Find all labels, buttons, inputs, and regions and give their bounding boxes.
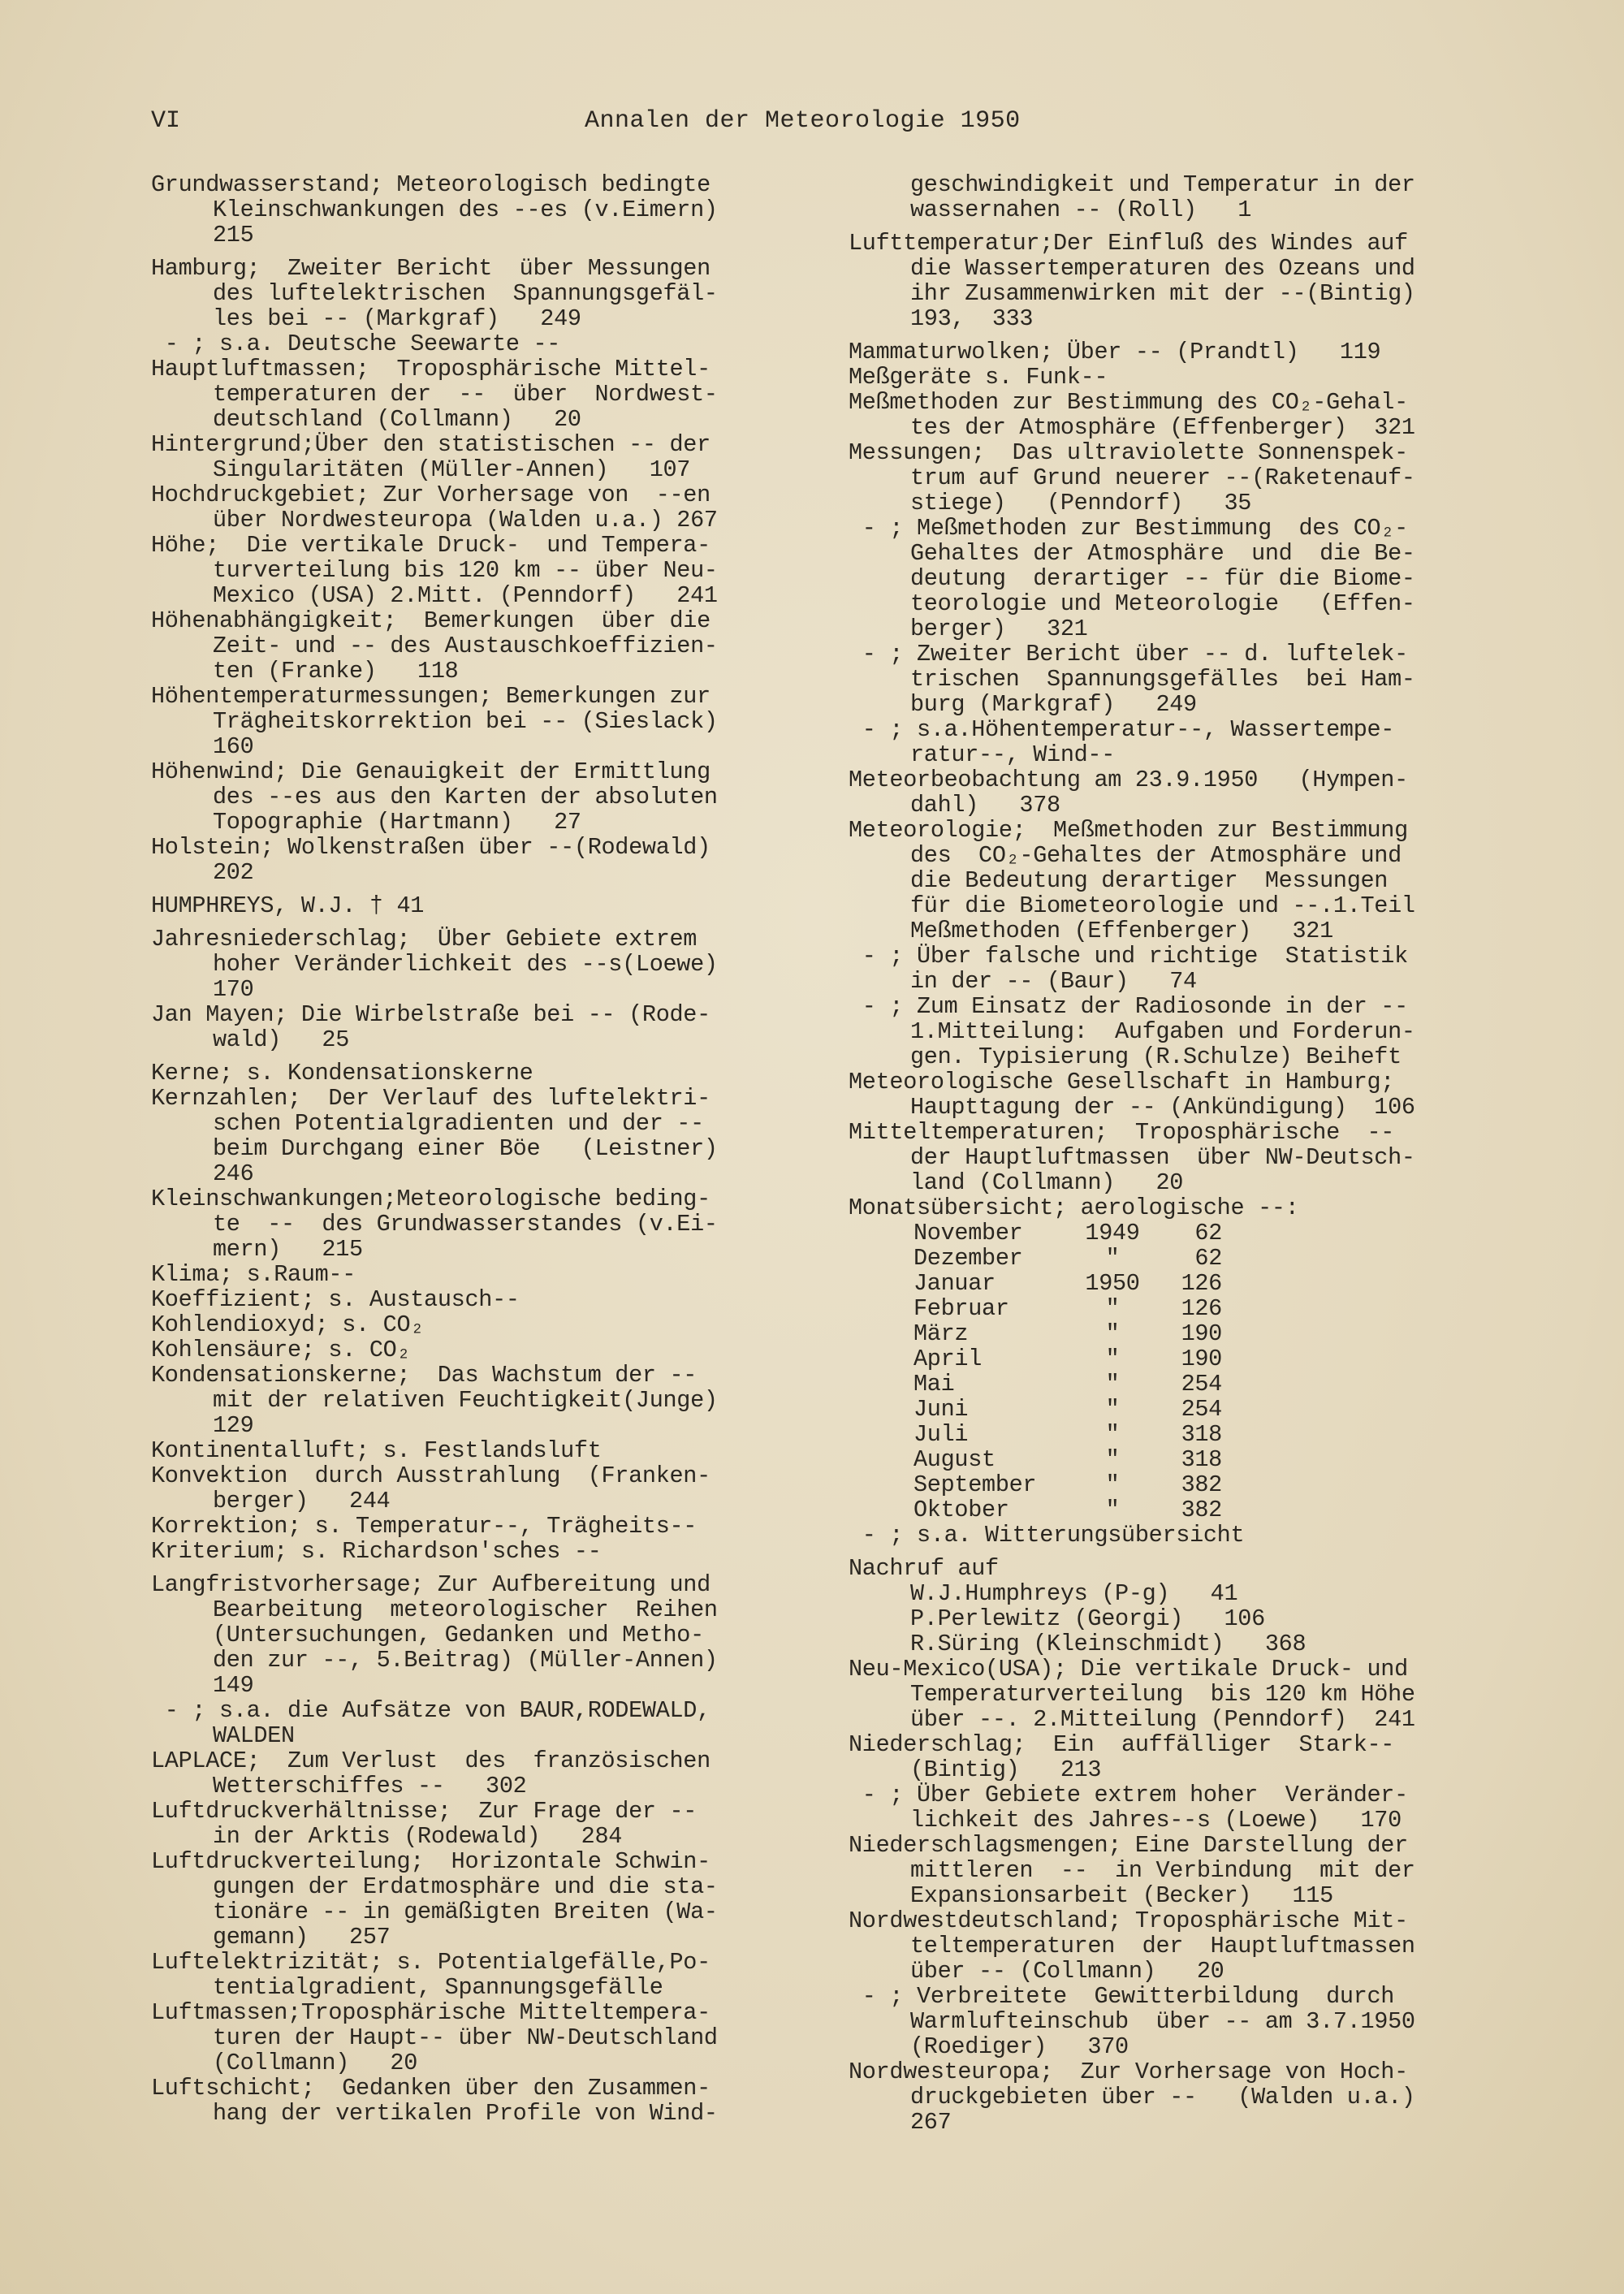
- entry-continuation-line: des --es aus den Karten der absoluten: [213, 784, 718, 810]
- page-cell: 190: [1181, 1320, 1222, 1347]
- entry-heading-line: Korrektion; s. Temperatur--, Trägheits--: [151, 1513, 698, 1540]
- table-row: [849, 1422, 1498, 1447]
- entry-continuation-line: in der Arktis (Rodewald) 284: [213, 1823, 623, 1850]
- page-header: [0, 107, 1624, 143]
- page-cell: 254: [1181, 1371, 1222, 1398]
- entry-heading-line: LAPLACE; Zum Verlust des französischen: [151, 1748, 710, 1774]
- index-entry: [849, 172, 1498, 222]
- year-cell: ": [1105, 1421, 1120, 1448]
- index-entry: [151, 1061, 793, 1086]
- entry-continuation-line: te -- des Grundwasserstandes (v.Ei-: [213, 1211, 718, 1238]
- entry-heading-line: Kondensationskerne; Das Wachstum der --: [151, 1362, 698, 1389]
- index-entry: [151, 1086, 793, 1186]
- entry-heading-line: Höhe; Die vertikale Druck- und Tempera-: [151, 532, 710, 559]
- page-cell: 254: [1181, 1396, 1222, 1423]
- entry-continuation-line: wald) 25: [213, 1026, 350, 1053]
- year-cell: ": [1105, 1396, 1120, 1423]
- entry-heading-line: geschwindigkeit und Temperatur in der: [910, 171, 1415, 198]
- page-number: VI: [151, 107, 181, 135]
- entry-heading-line: - ; Zweiter Bericht über -- d. luftelek-: [849, 641, 1408, 667]
- entry-heading-line: Meteorbeobachtung am 23.9.1950 (Hympen-: [849, 767, 1408, 793]
- entry-continuation-line: (Untersuchungen, Gedanken und Metho-: [213, 1622, 704, 1648]
- entry-heading-line: Koeffizient; s. Austausch--: [151, 1286, 520, 1313]
- index-entry: [151, 331, 793, 356]
- entry-continuation-line: turverteilung bis 120 km -- über Neu-: [213, 557, 718, 584]
- page-cell: 62: [1194, 1245, 1222, 1272]
- entry-heading-line: Hamburg; Zweiter Bericht über Messungen: [151, 255, 710, 282]
- entry-heading-line: HUMPHREYS, W.J. † 41: [151, 892, 425, 919]
- entry-heading-line: Luftelektrizität; s. Potentialgefälle,Po-: [151, 1949, 710, 1976]
- index-entry: [849, 440, 1498, 516]
- index-entry: [849, 1523, 1498, 1548]
- index-entry: [151, 1849, 793, 1950]
- entry-continuation-line: 215: [213, 222, 254, 248]
- index-entry: [849, 767, 1498, 818]
- entry-continuation-line: druckgebieten über -- (Walden u.a.): [910, 2084, 1415, 2110]
- entry-heading-line: Monatsübersicht; aerologische --:: [849, 1195, 1299, 1221]
- entry-continuation-line: 170: [213, 976, 254, 1003]
- entry-heading-line: Meteorologie; Meßmethoden zur Bestimmung: [849, 817, 1408, 844]
- entry-heading-line: Grundwasserstand; Meteorologisch bedingte: [151, 171, 710, 198]
- entry-heading-line: W.J.Humphreys (P-g) 41: [910, 1580, 1238, 1607]
- entry-continuation-line: 149: [213, 1672, 254, 1699]
- entry-continuation-line: für die Biometeorologie und --.1.Teil: [910, 892, 1415, 919]
- entry-heading-line: Klima; s.Raum--: [151, 1261, 356, 1288]
- index-entry: [151, 1748, 793, 1799]
- page-cell: 318: [1181, 1446, 1222, 1473]
- entry-heading-line: Niederschlagsmengen; Eine Darstellung der: [849, 1832, 1408, 1859]
- entry-continuation-line: 267: [910, 2109, 952, 2136]
- entry-continuation-line: wassernahen -- (Roll) 1: [910, 197, 1252, 223]
- month-cell: Juni: [914, 1396, 969, 1423]
- entry-continuation-line: die Wassertemperaturen des Ozeans und: [910, 255, 1415, 282]
- entry-continuation-line: berger) 244: [213, 1488, 391, 1514]
- entry-heading-line: Nordwestdeutschland; Troposphärische Mit-: [849, 1907, 1408, 1934]
- entry-continuation-line: (Bintig) 213: [910, 1756, 1102, 1783]
- index-entry: [151, 1363, 793, 1438]
- entry-continuation-line: deutung derartiger -- für die Biome-: [910, 565, 1415, 592]
- entry-continuation-line: burg (Markgraf) 249: [910, 691, 1197, 718]
- entry-heading-line: Nachruf auf: [849, 1555, 999, 1582]
- entry-continuation-line: 193, 333: [910, 305, 1034, 332]
- entry-continuation-line: deutschland (Collmann) 20: [213, 406, 581, 433]
- entry-heading-line: Luftdruckverhältnisse; Zur Frage der --: [151, 1798, 698, 1825]
- month-cell: April: [914, 1346, 983, 1372]
- index-entry: [151, 1262, 793, 1287]
- index-entry: [849, 717, 1498, 767]
- page-cell: 382: [1181, 1497, 1222, 1523]
- index-entry: [151, 533, 793, 608]
- table-row: [849, 1271, 1498, 1296]
- entry-heading-line: Jahresniederschlag; Über Gebiete extrem: [151, 926, 698, 953]
- index-entry: [151, 356, 793, 432]
- month-cell: Juli: [914, 1421, 969, 1448]
- entry-heading-line: Meteorologische Gesellschaft in Hamburg;: [849, 1069, 1395, 1095]
- entry-continuation-line: Singularitäten (Müller-Annen) 107: [213, 456, 691, 483]
- entry-continuation-line: les bei -- (Markgraf) 249: [213, 305, 581, 332]
- entry-heading-line: - ; Verbreitete Gewitterbildung durch: [849, 1983, 1395, 2010]
- entry-heading-line: Höhenwind; Die Genauigkeit der Ermittlung: [151, 758, 710, 785]
- entry-heading-line: - ; Über Gebiete extrem hoher Veränder-: [849, 1782, 1408, 1808]
- index-entry: [849, 339, 1498, 365]
- entry-continuation-line: die Bedeutung derartiger Messungen: [910, 867, 1389, 894]
- entry-continuation-line: stiege) (Penndorf) 35: [910, 490, 1252, 516]
- entry-continuation-line: Wetterschiffes -- 302: [213, 1773, 527, 1799]
- index-entry: [151, 482, 793, 533]
- entry-continuation-line: 160: [213, 733, 254, 760]
- entry-continuation-line: dahl) 378: [910, 792, 1060, 819]
- entry-heading-line: Nordwesteuropa; Zur Vorhersage von Hoch-: [849, 2059, 1408, 2085]
- entry-continuation-line: ihr Zusammenwirken mit der --(Bintig): [910, 280, 1415, 307]
- page-cell: 126: [1181, 1270, 1222, 1297]
- year-cell: ": [1105, 1320, 1120, 1347]
- table-row: [849, 1296, 1498, 1321]
- month-cell: Januar: [914, 1270, 996, 1297]
- year-cell: ": [1105, 1245, 1120, 1272]
- entry-continuation-line: 202: [213, 859, 254, 886]
- entry-heading-line: Langfristvorhersage; Zur Aufbereitung und: [151, 1571, 710, 1598]
- entry-continuation-line: (Roediger) 370: [910, 2033, 1129, 2060]
- entry-heading-line: Kernzahlen; Der Verlauf des luftelektri-: [151, 1085, 710, 1112]
- month-cell: Oktober: [914, 1497, 1009, 1523]
- entry-continuation-line: (Collmann) 20: [213, 2050, 418, 2076]
- entry-continuation-line: den zur --, 5.Beitrag) (Müller-Annen): [213, 1647, 718, 1674]
- entry-continuation-line: des CO₂-Gehaltes der Atmosphäre und: [910, 842, 1402, 869]
- entry-continuation-line: R.Süring (Kleinschmidt) 368: [910, 1631, 1307, 1657]
- table-row: [849, 1397, 1498, 1422]
- entry-continuation-line: Haupttagung der -- (Ankündigung) 106: [910, 1094, 1415, 1121]
- entry-heading-line: Mitteltemperaturen; Troposphärische --: [849, 1119, 1395, 1146]
- entry-heading-line: - ; s.a. die Aufsätze von BAUR,RODEWALD,: [151, 1697, 710, 1724]
- entry-continuation-line: ten (Franke) 118: [213, 658, 459, 685]
- entry-heading-line: Luftmassen;Troposphärische Mitteltempera-: [151, 1999, 710, 2026]
- entry-continuation-line: Meßmethoden (Effenberger) 321: [910, 918, 1333, 944]
- entry-heading-line: Kriterium; s. Richardson'sches --: [151, 1538, 602, 1565]
- page-cell: 126: [1181, 1295, 1222, 1322]
- entry-continuation-line: P.Perlewitz (Georgi) 106: [910, 1605, 1265, 1632]
- year-cell: ": [1105, 1346, 1120, 1372]
- index-column-left: [151, 172, 793, 2126]
- entry-continuation-line: Topographie (Hartmann) 27: [213, 809, 581, 836]
- entry-continuation-line: Bearbeitung meteorologischer Reihen: [213, 1596, 718, 1623]
- entry-continuation-line: schen Potentialgradienten und der --: [213, 1110, 704, 1137]
- entry-continuation-line: land (Collmann) 20: [910, 1169, 1184, 1196]
- entry-continuation-line: gemann) 257: [213, 1924, 391, 1951]
- entry-continuation-line: mern) 215: [213, 1236, 363, 1263]
- index-entry: [849, 1984, 1498, 2059]
- entry-continuation-line: Temperaturverteilung bis 120 km Höhe: [910, 1681, 1415, 1708]
- entry-heading-line: - ; s.a. Deutsche Seewarte --: [151, 330, 561, 357]
- entry-continuation-line: teltemperaturen der Hauptluftmassen: [910, 1933, 1415, 1959]
- entry-continuation-line: über --. 2.Mitteilung (Penndorf) 241: [910, 1706, 1415, 1733]
- month-cell: November: [914, 1220, 1023, 1246]
- index-entry: [849, 1120, 1498, 1195]
- index-entry: [151, 684, 793, 759]
- entry-continuation-line: hoher Veränderlichkeit des --s(Loewe): [213, 951, 718, 978]
- entry-heading-line: Kleinschwankungen;Meteorologische beding-: [151, 1186, 710, 1212]
- entry-heading-line: Mammaturwolken; Über -- (Prandtl) 119: [849, 339, 1381, 365]
- entry-continuation-line: ratur--, Wind--: [910, 741, 1116, 768]
- table-row: [849, 1220, 1498, 1246]
- entry-heading-line: - ; s.a. Witterungsübersicht: [849, 1522, 1245, 1549]
- index-entry: [151, 2000, 793, 2076]
- entry-continuation-line: Trägheitskorrektion bei -- (Sieslack): [213, 708, 718, 735]
- index-entry: [151, 256, 793, 331]
- index-entry: [151, 1572, 793, 1698]
- year-cell: ": [1105, 1295, 1120, 1322]
- entry-heading-line: Jan Mayen; Die Wirbelstraße bei -- (Rode-: [151, 1001, 710, 1028]
- index-entry: [849, 944, 1498, 994]
- index-entry: [849, 818, 1498, 944]
- entry-continuation-line: temperaturen der -- über Nordwest-: [213, 381, 718, 408]
- entry-continuation-line: tes der Atmosphäre (Effenberger) 321: [910, 414, 1415, 441]
- entry-continuation-line: lichkeit des Jahres--s (Loewe) 170: [910, 1807, 1402, 1834]
- index-entry: [151, 759, 793, 835]
- entry-heading-line: Kohlendioxyd; s. CO₂: [151, 1311, 425, 1338]
- entry-continuation-line: tionäre -- in gemäßigten Breiten (Wa-: [213, 1899, 718, 1925]
- index-entry: [849, 1833, 1498, 1908]
- entry-heading-line: - ; Zum Einsatz der Radiosonde in der --: [849, 993, 1408, 1020]
- entry-continuation-line: Warmlufteinschub über -- am 3.7.1950: [910, 2008, 1415, 2035]
- entry-heading-line: - ; s.a.Höhentemperatur--, Wassertempe-: [849, 716, 1395, 743]
- table-row: [849, 1447, 1498, 1472]
- entry-continuation-line: hang der vertikalen Profile von Wind-: [213, 2100, 718, 2127]
- entry-heading-line: Luftschicht; Gedanken über den Zusammen-: [151, 2075, 710, 2102]
- page-cell: 318: [1181, 1421, 1222, 1448]
- index-entry: [849, 994, 1498, 1069]
- entry-continuation-line: über -- (Collmann) 20: [910, 1958, 1224, 1985]
- entry-heading-line: Hintergrund;Über den statistischen -- der: [151, 431, 710, 458]
- index-entry: [151, 927, 793, 1002]
- month-cell: Mai: [914, 1371, 955, 1398]
- index-entry: [151, 1186, 793, 1262]
- entry-continuation-line: des luftelektrischen Spannungsgefäl-: [213, 280, 718, 307]
- entry-continuation-line: Mexico (USA) 2.Mitt. (Penndorf) 241: [213, 582, 718, 609]
- year-cell: ": [1105, 1497, 1120, 1523]
- table-row: [849, 1346, 1498, 1372]
- table-row: [849, 1321, 1498, 1346]
- index-entry: [151, 1312, 793, 1337]
- entry-heading-line: Kontinentalluft; s. Festlandsluft: [151, 1437, 602, 1464]
- entry-heading-line: Holstein; Wolkenstraßen über --(Rodewald): [151, 834, 710, 861]
- index-entry: [849, 1581, 1498, 1657]
- year-cell: ": [1105, 1371, 1120, 1398]
- index-entry: [151, 1438, 793, 1463]
- index-entry: [151, 2076, 793, 2126]
- entry-heading-line: Luftdruckverteilung; Horizontale Schwin-: [151, 1848, 710, 1875]
- index-entry: [151, 835, 793, 885]
- entry-heading-line: Lufttemperatur;Der Einfluß des Windes auf: [849, 230, 1408, 257]
- entry-heading-line: - ; Über falsche und richtige Statistik: [849, 943, 1408, 970]
- index-entry: [151, 1337, 793, 1363]
- month-cell: Februar: [914, 1295, 1009, 1322]
- entry-continuation-line: Expansionsarbeit (Becker) 115: [910, 1882, 1333, 1909]
- index-entry: [849, 2059, 1498, 2135]
- entry-heading-line: Messungen; Das ultraviolette Sonnenspek-: [849, 439, 1408, 466]
- year-cell: 1950: [1085, 1270, 1140, 1297]
- entry-heading-line: Hauptluftmassen; Troposphärische Mittel-: [151, 356, 710, 382]
- index-entry: [151, 432, 793, 482]
- table-row: [849, 1246, 1498, 1271]
- month-cell: März: [914, 1320, 969, 1347]
- year-cell: 1949: [1085, 1220, 1140, 1246]
- year-cell: ": [1105, 1446, 1120, 1473]
- entry-heading-line: Kohlensäure; s. CO₂: [151, 1337, 411, 1363]
- index-entry: [151, 1799, 793, 1849]
- index-entry: [849, 231, 1498, 331]
- page-cell: 62: [1194, 1220, 1222, 1246]
- index-entry: [849, 365, 1498, 390]
- entry-heading-line: Kerne; s. Kondensationskerne: [151, 1060, 533, 1087]
- entry-continuation-line: der Hauptluftmassen über NW-Deutsch-: [910, 1144, 1415, 1171]
- table-row: [849, 1472, 1498, 1497]
- index-entry: [849, 390, 1498, 440]
- entry-continuation-line: turen der Haupt-- über NW-Deutschland: [213, 2024, 718, 2051]
- index-entry: [151, 1514, 793, 1539]
- page-cell: 382: [1181, 1471, 1222, 1498]
- index-entry: [849, 1908, 1498, 1984]
- index-entry: [849, 1732, 1498, 1782]
- index-entry: [849, 1556, 1498, 1581]
- entry-continuation-line: Kleinschwankungen des --es (v.Eimern): [213, 197, 718, 223]
- index-column-right: [849, 172, 1498, 2135]
- entry-continuation-line: trischen Spannungsgefälles bei Ham-: [910, 666, 1415, 693]
- entry-heading-line: Niederschlag; Ein auffälliger Stark--: [849, 1731, 1395, 1758]
- entry-continuation-line: Zeit- und -- des Austauschkoeffizien-: [213, 633, 718, 659]
- entry-heading-line: Konvektion durch Ausstrahlung (Franken-: [151, 1462, 710, 1489]
- index-entry: [151, 1463, 793, 1514]
- index-entry: [849, 516, 1498, 642]
- month-cell: Dezember: [914, 1245, 1023, 1272]
- year-cell: ": [1105, 1471, 1120, 1498]
- entry-continuation-line: beim Durchgang einer Böe (Leistner): [213, 1135, 718, 1162]
- entry-continuation-line: berger) 321: [910, 616, 1088, 642]
- entry-continuation-line: mittleren -- in Verbindung mit der: [910, 1857, 1415, 1884]
- entry-heading-line: Meßgeräte s. Funk--: [849, 364, 1108, 391]
- index-entry: [849, 642, 1498, 717]
- entry-continuation-line: 246: [213, 1160, 254, 1187]
- entry-continuation-line: mit der relativen Feuchtigkeit(Junge): [213, 1387, 718, 1414]
- index-entry: [151, 1698, 793, 1748]
- entry-continuation-line: trum auf Grund neuerer --(Raketenauf-: [910, 464, 1415, 491]
- entry-continuation-line: WALDEN: [213, 1722, 295, 1749]
- entry-continuation-line: Gehaltes der Atmosphäre und die Be-: [910, 540, 1415, 567]
- index-entry: [849, 1195, 1498, 1220]
- entry-heading-line: Höhenabhängigkeit; Bemerkungen über die: [151, 607, 710, 634]
- monthly-overview-table: [849, 1220, 1498, 1523]
- entry-continuation-line: tentialgradient, Spannungsgefälle: [213, 1974, 663, 2001]
- entry-continuation-line: über Nordwesteuropa (Walden u.a.) 267: [213, 507, 718, 534]
- running-title: Annalen der Meteorologie 1950: [585, 107, 1021, 135]
- index-entry: [151, 1002, 793, 1052]
- index-entry: [151, 1539, 793, 1564]
- index-entry: [849, 1069, 1498, 1120]
- index-entry: [151, 893, 793, 918]
- entry-continuation-line: 129: [213, 1412, 254, 1439]
- index-entry: [151, 1287, 793, 1312]
- index-entry: [849, 1782, 1498, 1833]
- month-cell: September: [914, 1471, 1037, 1498]
- index-entry: [151, 172, 793, 248]
- index-entry: [151, 1950, 793, 2000]
- table-row: [849, 1497, 1498, 1523]
- index-entry: [849, 1657, 1498, 1732]
- index-entry: [151, 608, 793, 684]
- page-cell: 190: [1181, 1346, 1222, 1372]
- entry-heading-line: - ; Meßmethoden zur Bestimmung des CO₂-: [849, 515, 1408, 542]
- entry-heading-line: Höhentemperaturmessungen; Bemerkungen zur: [151, 683, 710, 710]
- table-row: [849, 1372, 1498, 1397]
- entry-heading-line: Hochdruckgebiet; Zur Vorhersage von --en: [151, 482, 710, 508]
- entry-continuation-line: in der -- (Baur) 74: [910, 968, 1197, 995]
- entry-continuation-line: teorologie und Meteorologie (Effen-: [910, 590, 1415, 617]
- entry-continuation-line: gen. Typisierung (R.Schulze) Beiheft: [910, 1043, 1402, 1070]
- entry-heading-line: Neu-Mexico(USA); Die vertikale Druck- und: [849, 1656, 1408, 1683]
- month-cell: August: [914, 1446, 996, 1473]
- entry-continuation-line: 1.Mitteilung: Aufgaben und Forderun-: [910, 1018, 1415, 1045]
- entry-continuation-line: gungen der Erdatmosphäre und die sta-: [213, 1873, 718, 1900]
- entry-heading-line: Meßmethoden zur Bestimmung des CO₂-Gehal-: [849, 389, 1408, 416]
